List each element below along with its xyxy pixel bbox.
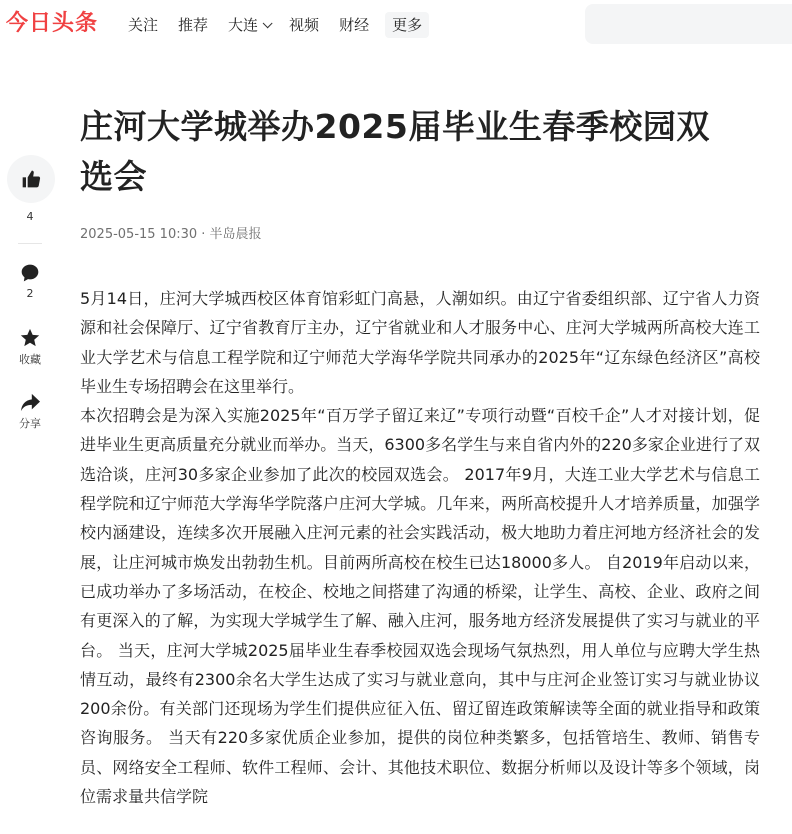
comment-icon xyxy=(20,263,40,283)
share-label: 分享 xyxy=(19,417,41,430)
nav-label: 推荐 xyxy=(178,16,209,34)
nav-label: 关注 xyxy=(128,16,159,34)
article-paragraph: 5月14日，庄河大学城西校区体育馆彩虹门高悬，人潮如织。由辽宁省委组织部、辽宁省人力资源和社会保障厅、辽宁省教育厅主办，辽宁省就业和人才服务中心、庄河大学城两所高校大连工业大学艺术与信息工程学院和辽宁师范大学海华学院共同承办的2025年“辽东绿色经济区”高校毕业生专场招聘会在这里举行。 xyxy=(80,289,760,396)
nav-label: 财经 xyxy=(339,16,370,34)
share-icon xyxy=(19,393,41,413)
nav-label: 大连 xyxy=(228,16,259,34)
top-nav xyxy=(128,12,449,38)
nav-item-city-dropdown[interactable] xyxy=(228,12,269,38)
site-logo[interactable]: 今日头条 xyxy=(6,11,99,36)
nav-item-recommend[interactable] xyxy=(178,12,208,38)
article-title: 庄河大学城举办2025届毕业生春季校园双选会 xyxy=(80,107,710,196)
like-button[interactable] xyxy=(7,155,55,203)
rail-divider xyxy=(18,243,42,244)
share-button[interactable] xyxy=(0,393,60,431)
thumbs-up-icon xyxy=(21,169,41,189)
article-paragraph: 本次招聘会是为深入实施2025年“百万学子留辽来辽”专项行动暨“百校千企”人才对接计划，促进毕业生更高质量充分就业而举办。当天，6300多名学生与来自省内外的220多家企业进行了双选洽谈，庄河30多家企业参加了此次的校园双选会。 2017年9月，大连工业大学艺术与信息工程学院和辽宁师范大学海华学院落户庄河大学城。几年来，两所高校提升人才培养质量，加强学校内涵建设，连续多次开展融入庄河元素的社会实践活动，极大地助力着庄河地方经济社会的发展，让庄河城市焕发出勃勃生机。目前两所高校在校生已达18000多人。 自2019年启动以来，已成功举办了多场活动，在校企、校地之间搭建了沟通的桥梁，让学生、高校、企业、政府之间有更深入的了解，为实现大学城学生了解、融入庄河，服务地方经济发展提供了实习与就业的平台。 当天，庄河大学城2025届毕业生春季校园双选会现场气氛热烈，用人单位与应聘大学生热情互动，最终有2300余名大学生达成了实习与就业意向，其中与庄河企业签订实习与就业协议200余份。有关部门还现场为学生们提供应征入伍、留辽留连政策解读等全面的就业指导和政策咨询服务。 当天有220多家优质企业参加，提供的岗位种类繁多，包括管培生、教师、销售专员、网络安全工程师、软件工程师、会计、其他技术职位、数据分析师以及设计等多个领域，岗位需求量共信学院 xyxy=(80,406,760,807)
like-count: 4 xyxy=(26,210,34,223)
collect-button[interactable] xyxy=(0,327,60,367)
nav-label: 更多 xyxy=(392,16,423,34)
nav-item-finance[interactable] xyxy=(339,12,369,38)
nav-item-follow[interactable] xyxy=(128,12,158,38)
article-body xyxy=(80,284,760,811)
nav-label: 视频 xyxy=(289,16,320,34)
comment-button[interactable] xyxy=(0,263,60,301)
search-input[interactable] xyxy=(585,4,792,44)
comment-count: 2 xyxy=(26,287,34,300)
nav-item-video[interactable] xyxy=(289,12,319,38)
star-icon xyxy=(19,327,41,349)
top-bar xyxy=(0,0,792,50)
collect-label: 收藏 xyxy=(19,353,41,366)
chevron-down-icon xyxy=(263,18,273,28)
article-meta: 2025-05-15 10:30 · 半岛晨报 xyxy=(80,227,262,242)
nav-item-more[interactable] xyxy=(385,12,429,38)
